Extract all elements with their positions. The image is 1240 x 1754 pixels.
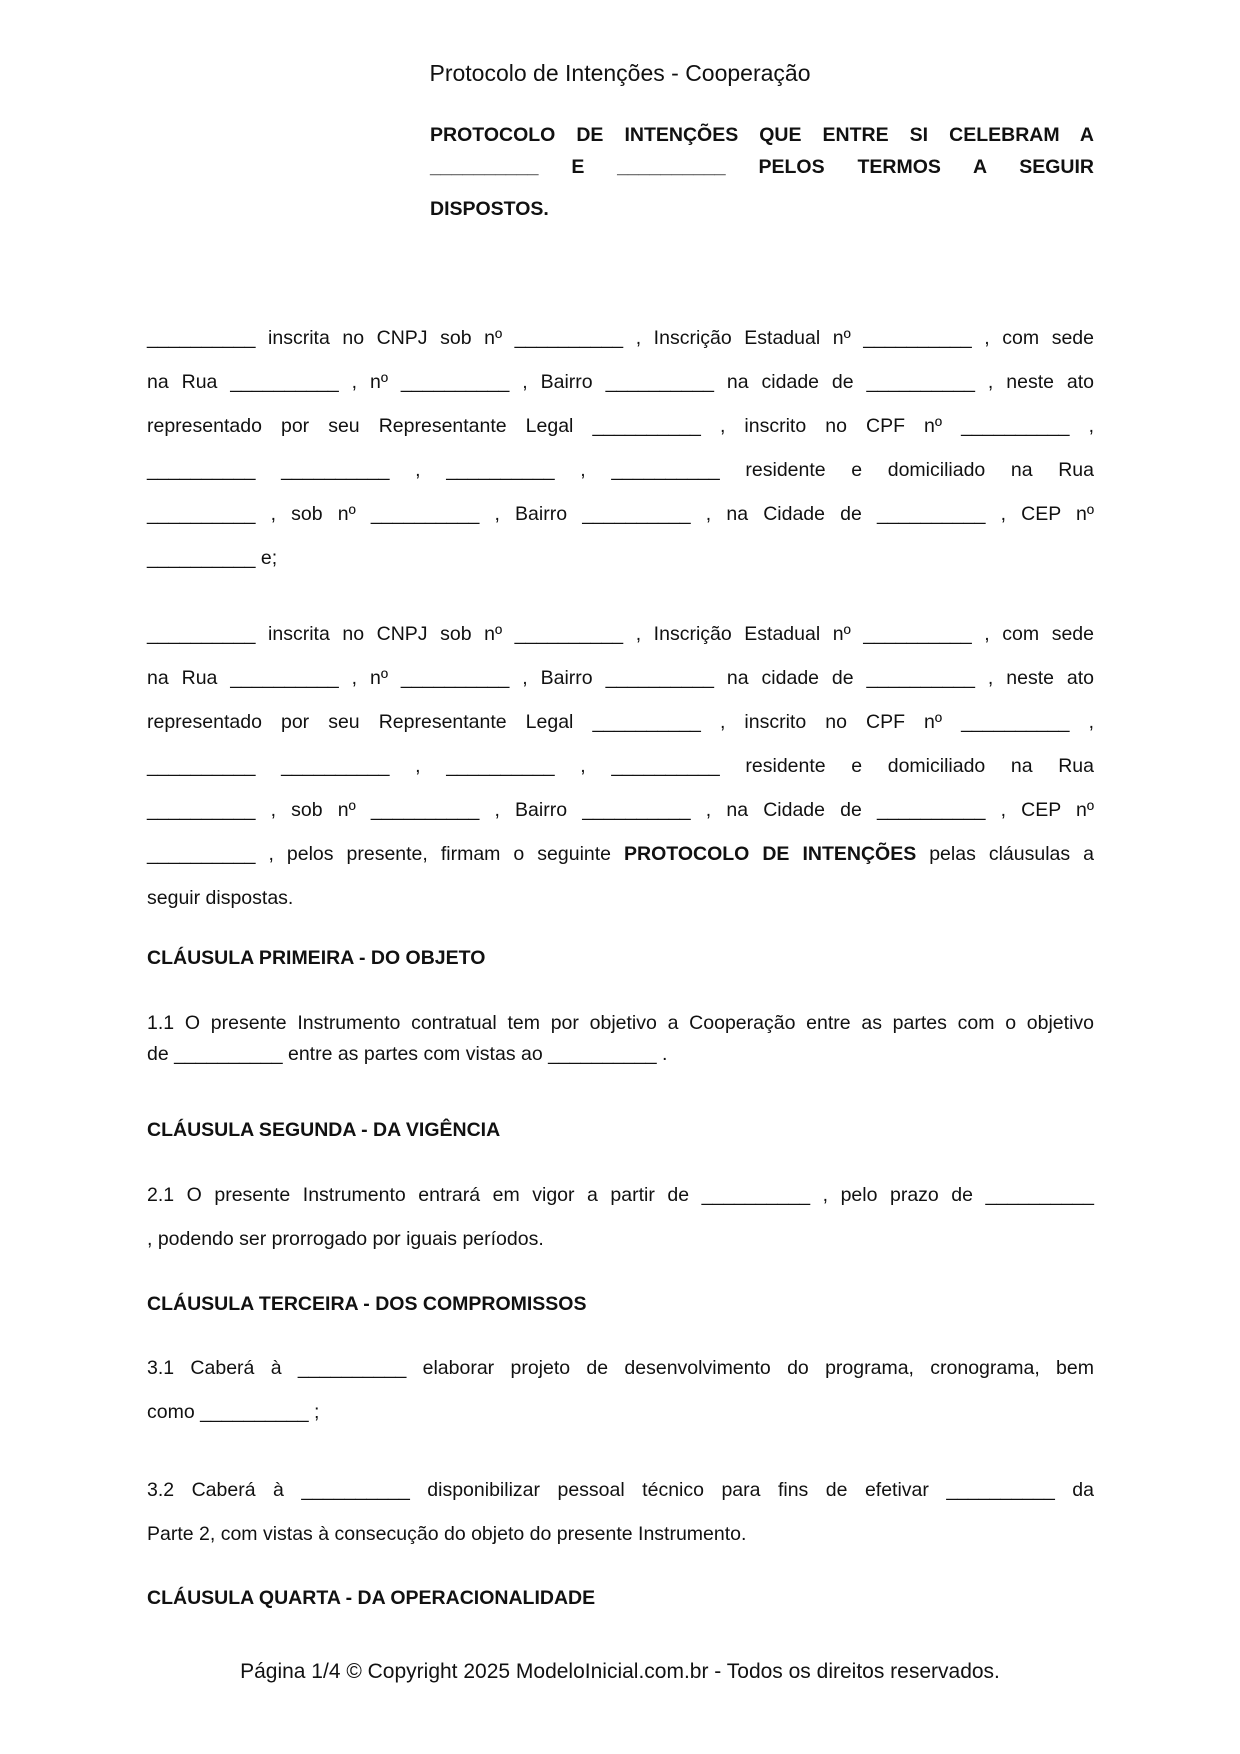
title-line-3: DISPOSTOS. (430, 198, 549, 220)
clause-3-1-paragraph (147, 1346, 1094, 1434)
party-2-line: __________ inscrita no CNPJ sob nº __________ , Inscrição Estadual nº __________ , com sede (147, 623, 1094, 645)
party-2-line: na Rua __________ , nº __________ , Bairro __________ na cidade de __________ , neste ato (147, 667, 1094, 689)
clause-2-paragraph (147, 1173, 1094, 1261)
party-1-line: __________ __________ , __________ , __________ residente e domiciliado na Rua (147, 459, 1094, 481)
party-1-line: __________ , sob nº __________ , Bairro __________ , na Cidade de __________ , CEP nº (147, 503, 1094, 525)
title-line-2: __________ E __________ PELOS TERMOS A SEGUIR (430, 156, 1094, 178)
party-1-line: representado por seu Representante Legal __________ , inscrito no CPF nº __________ , (147, 415, 1094, 437)
page-footer: Página 1/4 © Copyright 2025 ModeloInicial.com.br - Todos os direitos reservados. (240, 1660, 1000, 1683)
clause-1-paragraph (147, 1008, 1094, 1070)
clause-1-heading: CLÁUSULA PRIMEIRA - DO OBJETO (147, 947, 486, 969)
clause-3-line: 3.1 Caberá à __________ elaborar projeto de desenvolvimento do programa, cronograma, bem (147, 1357, 1094, 1379)
clause-3-line: como __________ ; (147, 1401, 320, 1423)
clause-3-line: Parte 2, com vistas à consecução do objeto do presente Instrumento. (147, 1523, 747, 1545)
party-2-line: __________ __________ , __________ , __________ residente e domiciliado na Rua (147, 755, 1094, 777)
clause-2-heading: CLÁUSULA SEGUNDA - DA VIGÊNCIA (147, 1119, 501, 1141)
party-2-line: representado por seu Representante Legal __________ , inscrito no CPF nº __________ , (147, 711, 1094, 733)
party-1-paragraph (147, 316, 1094, 580)
party-2-line: seguir dispostas. (147, 887, 294, 909)
party-1-line: na Rua __________ , nº __________ , Bairro __________ na cidade de __________ , neste ato (147, 371, 1094, 393)
clause-3-2-paragraph (147, 1468, 1094, 1556)
title-line-1: PROTOCOLO DE INTENÇÕES QUE ENTRE SI CELEBRAM A (430, 124, 1094, 146)
document-title (430, 118, 1094, 226)
page-header-title: Protocolo de Intenções - Cooperação (429, 60, 811, 86)
clause-1-line: de __________ entre as partes com vistas ao __________ . (147, 1043, 668, 1065)
party-2-text: __________ , pelos presente, firmam o seguinte (147, 843, 625, 865)
clause-4-heading: CLÁUSULA QUARTA - DA OPERACIONALIDADE (147, 1587, 596, 1609)
clause-1-line: 1.1 O presente Instrumento contratual tem por objetivo a Cooperação entre as partes com o objetivo (147, 1012, 1094, 1034)
clause-2-line: 2.1 O presente Instrumento entrará em vigor a partir de __________ , pelo prazo de __________ (147, 1184, 1094, 1206)
clause-3-line: 3.2 Caberá à __________ disponibilizar pessoal técnico para fins de efetivar __________ da (147, 1479, 1094, 1501)
party-2-line: __________ , sob nº __________ , Bairro __________ , na Cidade de __________ , CEP nº (147, 799, 1094, 821)
party-1-line: __________ inscrita no CNPJ sob nº __________ , Inscrição Estadual nº __________ , com sede (147, 327, 1094, 349)
protocol-bold-term: PROTOCOLO DE INTENÇÕES (624, 843, 917, 865)
clause-3-heading: CLÁUSULA TERCEIRA - DOS COMPROMISSOS (147, 1293, 587, 1315)
clause-2-line: , podendo ser prorrogado por iguais períodos. (147, 1228, 544, 1250)
party-2-text: pelas cláusulas a (916, 843, 1094, 865)
party-2-line-with-bold (147, 832, 1094, 876)
party-2-paragraph (147, 612, 1094, 920)
party-1-line: __________ e; (147, 547, 278, 569)
